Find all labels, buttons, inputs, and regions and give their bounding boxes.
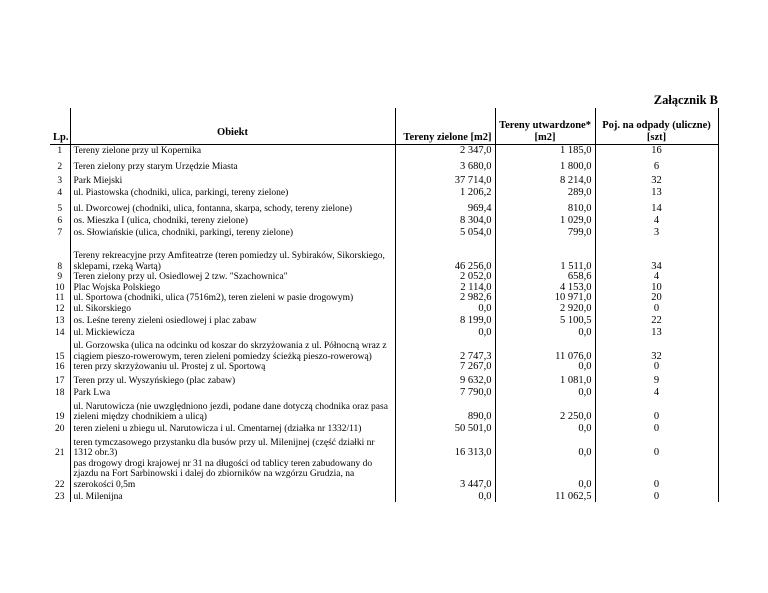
table-row (50, 283, 718, 294)
header-lp: Lp. (50, 108, 70, 144)
row-green: 9 632,0 (395, 373, 495, 387)
objects-table (50, 108, 719, 502)
table-row (50, 156, 718, 172)
row-green: 890,0 (395, 399, 495, 423)
row-green: 2 347,0 (395, 144, 495, 156)
row-object: ul. Narutowicza (nie uwzględniono jezdi, podane dane dotyczą chodnika oraz pasa zieleni między chodnikiem a ulicą) (70, 399, 395, 423)
table-row (50, 293, 718, 304)
row-object: Teren przy ul. Wyszyńskiego (plac zabaw) (70, 373, 395, 387)
row-green: 5 054,0 (395, 226, 495, 238)
row-green: 2 982,6 (395, 293, 495, 304)
annex-label: Załącznik B (653, 93, 718, 107)
row-lp: 20 (50, 423, 70, 435)
row-object: Tereny rekreacyjne przy Amfiteatrze (teren pomiedzy ul. Sybiraków, Sikorskiego, sklepami, rzeką Wartą) (70, 238, 395, 272)
row-lp: 11 (50, 293, 70, 304)
row-green: 8 199,0 (395, 314, 495, 326)
row-lp: 12 (50, 304, 70, 315)
row-green: 3 680,0 (395, 156, 495, 172)
table-row (50, 198, 718, 214)
row-lp: 14 (50, 326, 70, 338)
row-paved: 11 076,0 (495, 338, 595, 362)
row-green: 2 747,3 (395, 338, 495, 362)
row-green: 0,0 (395, 326, 495, 338)
row-green: 37 714,0 (395, 172, 495, 186)
table-row (50, 214, 718, 226)
row-object: ul. Gorzowska (ulica na odcinku od koszar do skrzyżowania z ul. Północną wraz z ciągiem pieszo-rowerowym, teren zieleni pomiedzy ścieżką pieszo-rowerową) (70, 338, 395, 362)
row-paved: 810,0 (495, 198, 595, 214)
row-object: Park Lwa (70, 387, 395, 399)
row-object: Teren zielony przy starym Urzędzie Miasta (70, 156, 395, 172)
table-row (50, 490, 718, 502)
row-green: 7 790,0 (395, 387, 495, 399)
row-lp: 10 (50, 283, 70, 294)
row-object: teren zieleni u zbiegu ul. Narutowicza i ul. Cmentarnej (działka nr 1332/11) (70, 423, 395, 435)
row-green: 2 052,0 (395, 272, 495, 283)
row-paved: 0,0 (495, 459, 595, 491)
row-lp: 18 (50, 387, 70, 399)
row-object: teren tymczasowego przystanku dla busów przy ul. Milenijnej (część działki nr 1312 obr.3) (70, 435, 395, 459)
row-lp: 17 (50, 373, 70, 387)
table-row (50, 144, 718, 156)
row-lp: 23 (50, 490, 70, 502)
row-lp: 8 (50, 238, 70, 272)
table-row (50, 423, 718, 435)
header-bins: Poj. na odpady (uliczne) [szt] (595, 108, 718, 144)
row-object: os. Mieszka I (ulica, chodniki, tereny zielone) (70, 214, 395, 226)
table-row (50, 314, 718, 326)
table-row (50, 399, 718, 423)
row-paved: 8 214,0 (495, 172, 595, 186)
row-lp: 7 (50, 226, 70, 238)
row-paved: 10 971,0 (495, 293, 595, 304)
row-object: ul. Piastowska (chodniki, ulica, parkingi, tereny zielone) (70, 186, 395, 198)
row-lp: 9 (50, 272, 70, 283)
header-paved: Tereny utwardzone* [m2] (495, 108, 595, 144)
row-bins: 4 (595, 272, 718, 283)
row-bins: 3 (595, 226, 718, 238)
row-lp: 5 (50, 198, 70, 214)
row-object: ul. Milenijna (70, 490, 395, 502)
row-paved: 0,0 (495, 387, 595, 399)
row-lp: 22 (50, 459, 70, 491)
row-paved: 289,0 (495, 186, 595, 198)
row-bins: 32 (595, 338, 718, 362)
row-green: 8 304,0 (395, 214, 495, 226)
row-green: 2 114,0 (395, 283, 495, 294)
table-row (50, 362, 718, 373)
row-paved: 1 081,0 (495, 373, 595, 387)
row-paved: 1 029,0 (495, 214, 595, 226)
row-bins: 13 (595, 186, 718, 198)
row-bins: 0 (595, 304, 718, 315)
table-row (50, 172, 718, 186)
row-object: ul. Mickiewicza (70, 326, 395, 338)
table-row (50, 387, 718, 399)
row-green: 3 447,0 (395, 459, 495, 491)
row-object: os. Słowiańskie (ulica, chodniki, parkingi, tereny zielone) (70, 226, 395, 238)
row-bins: 0 (595, 435, 718, 459)
row-bins: 4 (595, 214, 718, 226)
row-object: pas drogowy drogi krajowej nr 31 na długości od tablicy teren zabudowany do zjazdu na Fort Sarbinowski i dalej do zbiorników na wzgórzu Grudzia, na szerokości 0,5m (70, 459, 395, 491)
table-row (50, 338, 718, 362)
row-paved: 658,6 (495, 272, 595, 283)
row-object: ul. Sikorskiego (70, 304, 395, 315)
row-object: Teren zielony przy ul. Osiedlowej 2 tzw. "Szachownica" (70, 272, 395, 283)
row-green: 969,4 (395, 198, 495, 214)
row-paved: 0,0 (495, 326, 595, 338)
row-paved: 2 250,0 (495, 399, 595, 423)
row-paved: 0,0 (495, 435, 595, 459)
row-object: ul. Sportowa (chodniki, ulica (7516m2), teren zieleni w pasie drogowym) (70, 293, 395, 304)
row-green: 0,0 (395, 304, 495, 315)
row-bins: 34 (595, 238, 718, 272)
row-bins: 20 (595, 293, 718, 304)
row-paved: 799,0 (495, 226, 595, 238)
row-bins: 22 (595, 314, 718, 326)
row-paved: 5 100,5 (495, 314, 595, 326)
table-row (50, 435, 718, 459)
row-green: 16 313,0 (395, 435, 495, 459)
row-object: Tereny zielone przy ul Kopernika (70, 144, 395, 156)
row-bins: 0 (595, 490, 718, 502)
row-object: teren przy skrzyżowaniu ul. Prostej z ul. Sportową (70, 362, 395, 373)
row-bins: 0 (595, 423, 718, 435)
row-object: Plac Wojska Polskiego (70, 283, 395, 294)
row-paved: 0,0 (495, 362, 595, 373)
row-bins: 6 (595, 156, 718, 172)
table-row (50, 272, 718, 283)
row-bins: 13 (595, 326, 718, 338)
row-bins: 32 (595, 172, 718, 186)
row-object: os. Leśne tereny zieleni osiedlowej i plac zabaw (70, 314, 395, 326)
row-lp: 3 (50, 172, 70, 186)
row-green: 7 267,0 (395, 362, 495, 373)
table-row (50, 373, 718, 387)
table-row (50, 326, 718, 338)
row-bins: 0 (595, 459, 718, 491)
row-bins: 4 (595, 387, 718, 399)
row-lp: 19 (50, 399, 70, 423)
row-paved: 4 153,0 (495, 283, 595, 294)
row-green: 1 206,2 (395, 186, 495, 198)
row-paved: 11 062,5 (495, 490, 595, 502)
table-row (50, 238, 718, 272)
row-lp: 21 (50, 435, 70, 459)
row-object: ul. Dworcowej (chodniki, ulica, fontanna, skarpa, schody, tereny zielone) (70, 198, 395, 214)
row-bins: 14 (595, 198, 718, 214)
row-bins: 0 (595, 399, 718, 423)
header-green: Tereny zielone [m2] (395, 108, 495, 144)
table-row (50, 226, 718, 238)
header-object: Obiekt (70, 108, 395, 144)
row-bins: 0 (595, 362, 718, 373)
row-green: 50 501,0 (395, 423, 495, 435)
row-lp: 16 (50, 362, 70, 373)
row-object: Park Miejski (70, 172, 395, 186)
row-lp: 15 (50, 338, 70, 362)
row-lp: 13 (50, 314, 70, 326)
row-bins: 9 (595, 373, 718, 387)
row-paved: 0,0 (495, 423, 595, 435)
row-lp: 2 (50, 156, 70, 172)
row-bins: 16 (595, 144, 718, 156)
row-lp: 6 (50, 214, 70, 226)
row-paved: 1 185,0 (495, 144, 595, 156)
table-row (50, 304, 718, 315)
row-lp: 4 (50, 186, 70, 198)
row-bins: 10 (595, 283, 718, 294)
table-row (50, 186, 718, 198)
row-green: 0,0 (395, 490, 495, 502)
table-row (50, 459, 718, 491)
row-paved: 2 920,0 (495, 304, 595, 315)
row-paved: 1 800,0 (495, 156, 595, 172)
row-lp: 1 (50, 144, 70, 156)
row-paved: 1 511,0 (495, 238, 595, 272)
row-green: 46 256,0 (395, 238, 495, 272)
